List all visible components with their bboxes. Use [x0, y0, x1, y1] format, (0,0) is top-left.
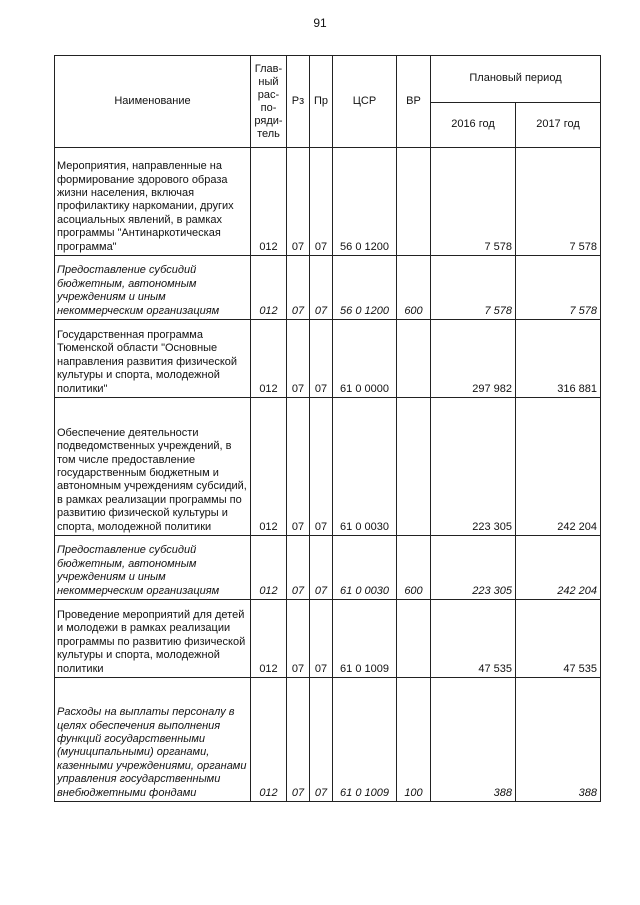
row-rz: 07 — [287, 148, 310, 256]
header-rz: Рз — [287, 56, 310, 148]
header-grbs-line: рас- — [257, 88, 280, 101]
header-pr: Пр — [310, 56, 333, 148]
header-year-2016: 2016 год — [431, 103, 516, 148]
row-rz: 07 — [287, 320, 310, 398]
row-pr: 07 — [310, 600, 333, 678]
header-grbs-line: тель — [257, 127, 280, 140]
row-amount-2016: 223 305 — [431, 398, 516, 536]
row-amount-2016: 7 578 — [431, 256, 516, 320]
row-amount-2017: 242 204 — [516, 536, 601, 600]
row-amount-2017: 388 — [516, 678, 601, 802]
row-amount-2016: 388 — [431, 678, 516, 802]
row-vr: 600 — [397, 536, 431, 600]
row-vr: 100 — [397, 678, 431, 802]
row-amount-2017: 7 578 — [516, 148, 601, 256]
header-grbs-line: ряди- — [254, 114, 283, 127]
page-number: 91 — [313, 16, 327, 30]
table-row — [55, 320, 601, 398]
row-pr: 07 — [310, 256, 333, 320]
table-row — [55, 148, 601, 256]
row-csr: 56 0 1200 — [333, 148, 397, 256]
row-grbs: 012 — [251, 256, 287, 320]
row-grbs: 012 — [251, 148, 287, 256]
row-pr: 07 — [310, 148, 333, 256]
row-rz: 07 — [287, 600, 310, 678]
row-amount-2017: 7 578 — [516, 256, 601, 320]
row-csr: 56 0 1200 — [333, 256, 397, 320]
row-amount-2016: 297 982 — [431, 320, 516, 398]
header-grbs — [251, 56, 287, 148]
row-grbs: 012 — [251, 320, 287, 398]
row-pr: 07 — [310, 398, 333, 536]
row-csr: 61 0 1009 — [333, 600, 397, 678]
row-grbs: 012 — [251, 398, 287, 536]
table-row — [55, 678, 601, 802]
row-csr: 61 0 1009 — [333, 678, 397, 802]
row-csr: 61 0 0030 — [333, 536, 397, 600]
row-pr: 07 — [310, 536, 333, 600]
header-year-2017: 2017 год — [516, 103, 601, 148]
row-vr — [397, 148, 431, 256]
row-name: Проведение мероприятий для детей и молодежи в рамках реализации программы по развитию физической культуры и спорта, молодежной политики — [55, 600, 251, 678]
header-grbs-line: ный — [258, 75, 279, 88]
header-csr: ЦСР — [333, 56, 397, 148]
row-vr — [397, 320, 431, 398]
row-amount-2016: 7 578 — [431, 148, 516, 256]
row-amount-2017: 316 881 — [516, 320, 601, 398]
row-name: Обеспечение деятельности подведомственных учреждений, в том числе предоставление государственным бюджетным и автономным учреждениям субсидий, в рамках реализации программы по развитию физической культуры и спорта, молодежной политики — [55, 398, 251, 536]
row-pr: 07 — [310, 320, 333, 398]
header-name: Наименование — [55, 56, 251, 148]
header-grbs-line: по- — [260, 101, 277, 114]
row-rz: 07 — [287, 398, 310, 536]
row-vr — [397, 398, 431, 536]
table-row — [55, 398, 601, 536]
table-row — [55, 600, 601, 678]
row-name: Предоставление субсидий бюджетным, автономным учреждениям и иным некоммерческим организациям — [55, 256, 251, 320]
row-rz: 07 — [287, 536, 310, 600]
row-name: Мероприятия, направленные на формирование здорового образа жизни населения, включая профилактику наркомании, других асоциальных явлений, в рамках программы "Антинаркотическая программа" — [55, 148, 251, 256]
row-vr — [397, 600, 431, 678]
row-amount-2017: 47 535 — [516, 600, 601, 678]
row-pr: 07 — [310, 678, 333, 802]
header-planned-period: Плановый период — [431, 56, 601, 103]
row-csr: 61 0 0000 — [333, 320, 397, 398]
row-name: Государственная программа Тюменской области "Основные направления развития физической культуры и спорта, молодежной политики" — [55, 320, 251, 398]
row-amount-2017: 242 204 — [516, 398, 601, 536]
row-csr: 61 0 0030 — [333, 398, 397, 536]
row-name: Расходы на выплаты персоналу в целях обеспечения выполнения функций государственными (муниципальными) органами, казенными учреждениями, органами управления государственными внебюджетными фондами — [55, 678, 251, 802]
row-grbs: 012 — [251, 678, 287, 802]
row-name: Предоставление субсидий бюджетным, автономным учреждениям и иным некоммерческим организациям — [55, 536, 251, 600]
row-grbs: 012 — [251, 536, 287, 600]
row-amount-2016: 47 535 — [431, 600, 516, 678]
table-row — [55, 256, 601, 320]
budget-table — [54, 55, 601, 802]
row-rz: 07 — [287, 678, 310, 802]
header-vr: ВР — [397, 56, 431, 148]
row-vr: 600 — [397, 256, 431, 320]
row-rz: 07 — [287, 256, 310, 320]
table-row — [55, 536, 601, 600]
header-grbs-line: Глав- — [254, 62, 283, 75]
row-grbs: 012 — [251, 600, 287, 678]
row-amount-2016: 223 305 — [431, 536, 516, 600]
